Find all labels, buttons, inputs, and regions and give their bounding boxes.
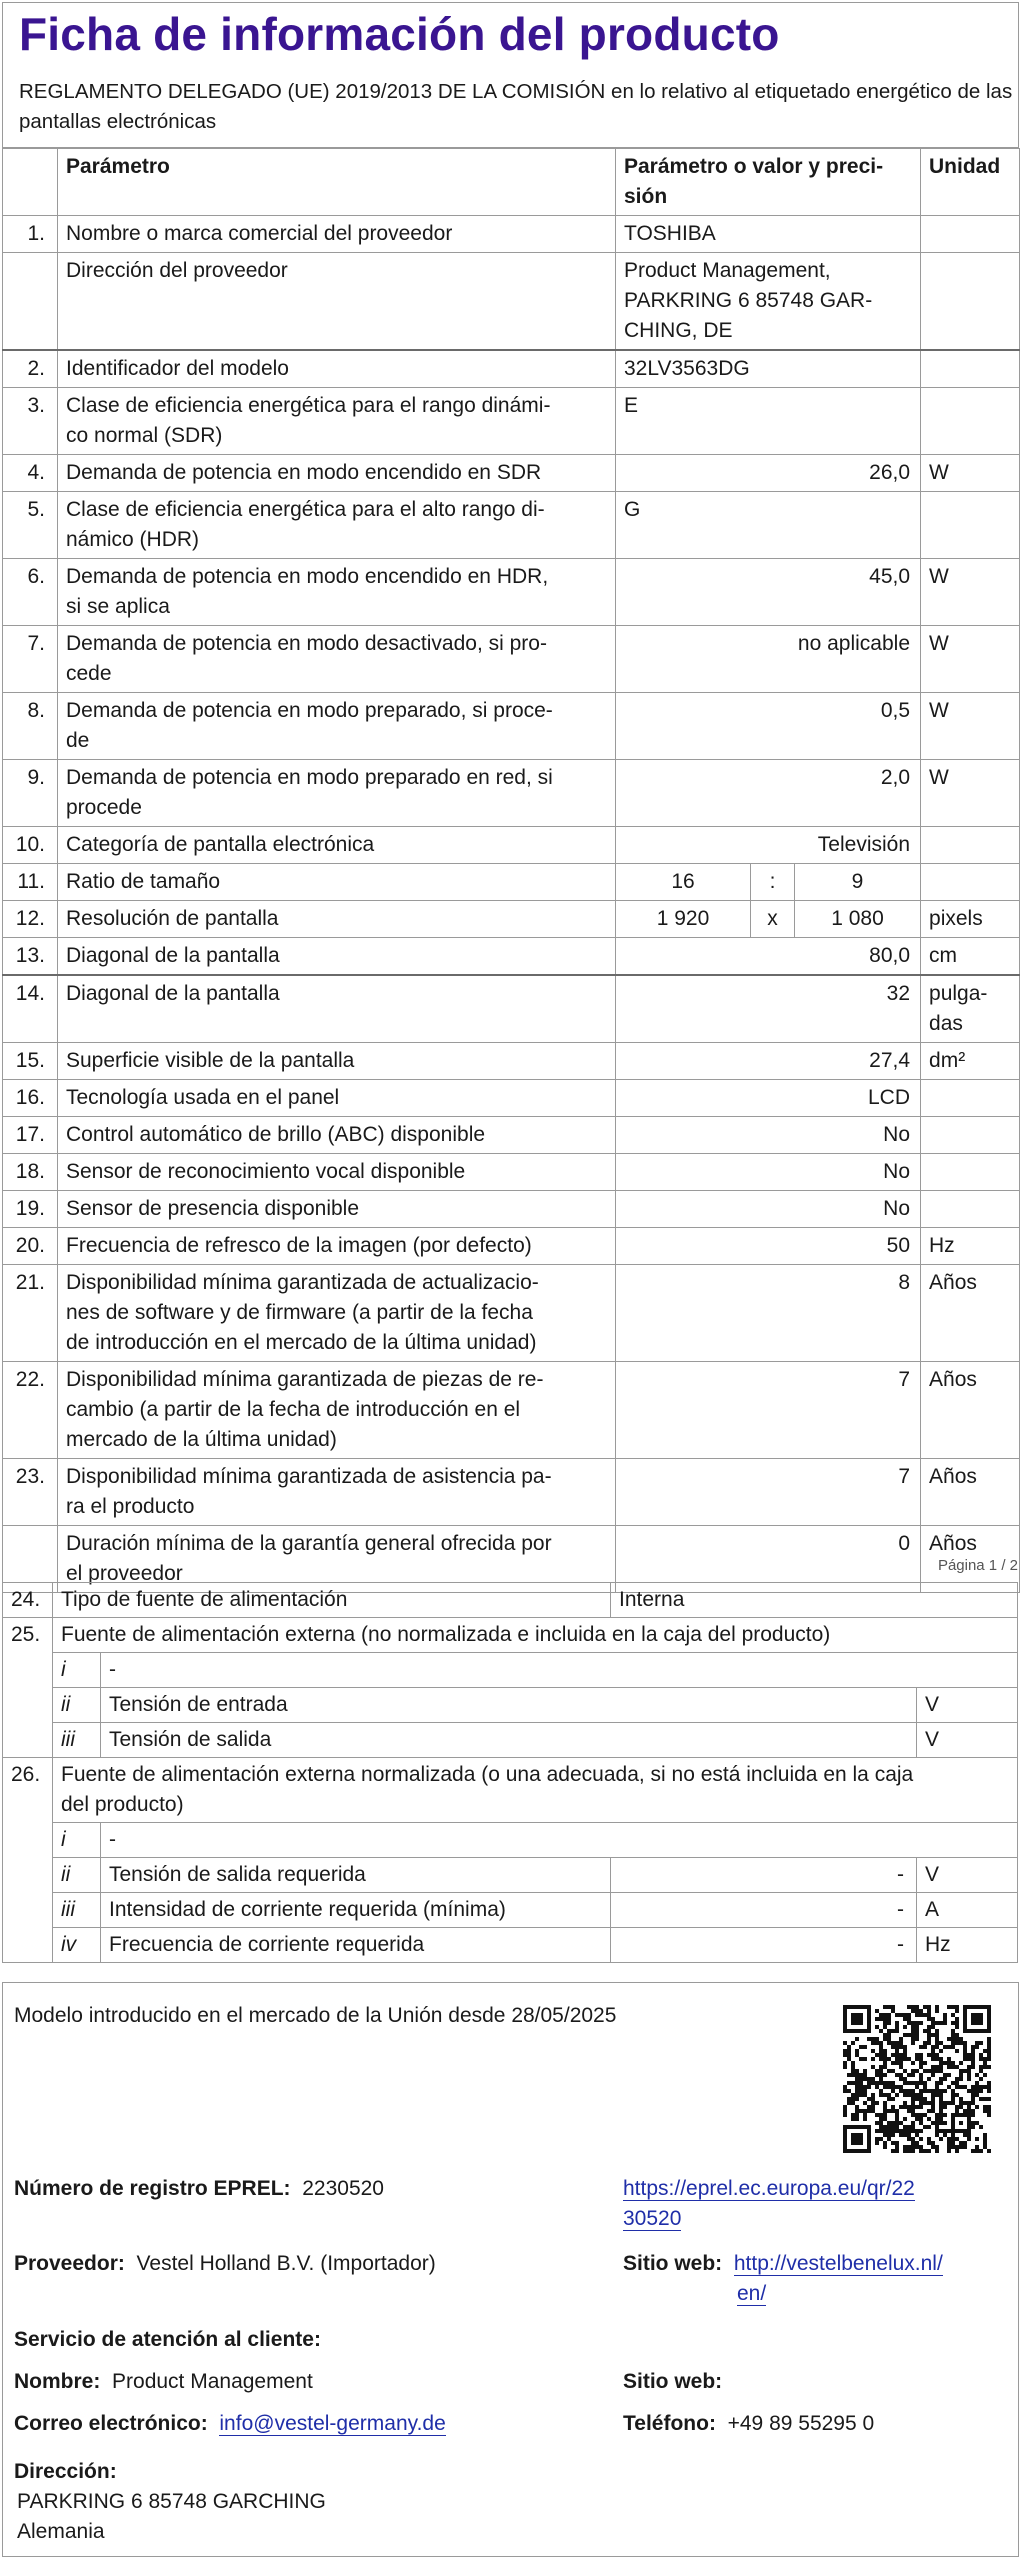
row-value: 27,4 (616, 1043, 921, 1080)
table-row (3, 693, 1020, 760)
table-row (3, 559, 1020, 626)
row-parameter: Demanda de potencia en modo desactivado, si pro- cede (58, 626, 616, 693)
row-index: 13. (3, 938, 58, 976)
table-row (3, 1154, 1020, 1191)
table-row (3, 1265, 1020, 1362)
row-parameter: Control automático de brillo (ABC) disponible (58, 1117, 616, 1154)
sub-parameter: Tensión de entrada (101, 1688, 917, 1723)
row-index: 4. (3, 455, 58, 492)
table-row (3, 1191, 1020, 1228)
supplier-info-box (2, 1982, 1019, 2557)
row-unit (921, 492, 1020, 559)
sub-parameter: Tensión de salida requerida (101, 1858, 611, 1893)
row-unit: Años (921, 1362, 1020, 1459)
service-name (14, 2367, 313, 2397)
address-line1: PARKRING 6 85748 GARCHING (17, 2490, 326, 2513)
header-box (2, 2, 1019, 148)
row-index: 7. (3, 626, 58, 693)
header-index (3, 149, 58, 216)
website-link-line1[interactable]: http://vestelbenelux.nl/ (733, 2252, 943, 2275)
row-index: 26. (3, 1758, 53, 1963)
table-row (3, 626, 1020, 693)
eprel-link-line1[interactable]: https://eprel.ec.europa.eu/qr/22 (623, 2177, 915, 2200)
row-value: 32LV3563DG (616, 350, 921, 388)
row-value: E (616, 388, 921, 455)
sub-parameter: Intensidad de corriente requerida (mínima) (101, 1893, 611, 1928)
row-value: 50 (616, 1228, 921, 1265)
row-value: No (616, 1154, 921, 1191)
row-parameter: Frecuencia de refresco de la imagen (por defecto) (58, 1228, 616, 1265)
row-parameter: Disponibilidad mínima garantizada de asistencia pa- ra el producto (58, 1459, 616, 1526)
row-index: 10. (3, 827, 58, 864)
sub-parameter: - (101, 1823, 1018, 1858)
row-unit (921, 1191, 1020, 1228)
table-row (3, 350, 1020, 388)
page-title: Ficha de información del producto (19, 8, 780, 60)
row-unit: W (921, 693, 1020, 760)
website-label: Sitio web: (623, 2252, 723, 2275)
phone-label: Teléfono: (623, 2412, 716, 2435)
table-row (3, 1653, 1018, 1688)
row-unit: pixels (921, 901, 1020, 938)
row-value: 7 (616, 1459, 921, 1526)
row-unit (921, 253, 1020, 351)
row-value: Televisión (616, 827, 921, 864)
row-parameter: Clase de eficiencia energética para el alto rango di- námico (HDR) (58, 492, 616, 559)
row-unit (921, 350, 1020, 388)
row-value: No (616, 1191, 921, 1228)
table-row (3, 388, 1020, 455)
row-value: 26,0 (616, 455, 921, 492)
parameter-table (2, 148, 1020, 1593)
power-supply-table (2, 1582, 1018, 1963)
table-row (3, 1117, 1020, 1154)
eprel-link[interactable] (623, 2174, 915, 2234)
sub-index: iii (53, 1723, 101, 1758)
sub-unit: V (917, 1688, 1018, 1723)
table-row (3, 938, 1020, 976)
eprel-link-line2[interactable]: 30520 (623, 2207, 682, 2230)
row-unit: Hz (921, 1228, 1020, 1265)
row-parameter: Sensor de presencia disponible (58, 1191, 616, 1228)
sub-unit: A (917, 1893, 1018, 1928)
row-value: Product Management, PARKRING 6 85748 GAR- CHING, DE (616, 253, 921, 351)
regulation-text: REGLAMENTO DELEGADO (UE) 2019/2013 DE LA COMISIÓN en lo relativo al etiquetado energético de las pantallas electrónicas (19, 80, 1013, 133)
row-parameter: Demanda de potencia en modo preparado en red, si procede (58, 760, 616, 827)
resolution-separator: x (751, 901, 795, 938)
row-index: 17. (3, 1117, 58, 1154)
row-parameter: Demanda de potencia en modo preparado, si proce- de (58, 693, 616, 760)
row-index (3, 253, 58, 351)
table-row (3, 1893, 1018, 1928)
row-parameter: Superficie visible de la pantalla (58, 1043, 616, 1080)
table-row (3, 1723, 1018, 1758)
eprel-number: 2230520 (302, 2177, 384, 2200)
address (17, 2487, 326, 2547)
row-parameter: Sensor de reconocimiento vocal disponible (58, 1154, 616, 1191)
sub-value: - (611, 1893, 917, 1928)
resolution-height: 1 080 (795, 901, 921, 938)
table-row (3, 455, 1020, 492)
service-phone (623, 2409, 874, 2439)
row-unit: Años (921, 1459, 1020, 1526)
row-parameter: Fuente de alimentación externa (no normalizada e incluida en la caja del producto) (53, 1618, 1018, 1653)
table-row (3, 492, 1020, 559)
row-parameter: Disponibilidad mínima garantizada de actualizacio- nes de software y de firmware (a partir de la fecha de introducción en el mercado de la última unidad) (58, 1265, 616, 1362)
service-website-label: Sitio web: (623, 2370, 723, 2393)
sub-parameter: Tensión de salida (101, 1723, 917, 1758)
row-value: Interna (611, 1583, 1018, 1618)
page-number: Página 1 / 2 (937, 1557, 1018, 1574)
sub-index: iv (53, 1928, 101, 1963)
row-unit (921, 1154, 1020, 1191)
row-parameter: Clase de eficiencia energética para el rango dinámi- co normal (SDR) (58, 388, 616, 455)
table-row (3, 1080, 1020, 1117)
row-value: LCD (616, 1080, 921, 1117)
sub-value: - (611, 1858, 917, 1893)
row-unit: cm (921, 938, 1020, 976)
table-row (3, 216, 1020, 253)
table-row (3, 827, 1020, 864)
row-index: 20. (3, 1228, 58, 1265)
row-index: 6. (3, 559, 58, 626)
row-parameter: Ratio de tamaño (58, 864, 616, 901)
row-unit (921, 827, 1020, 864)
row-unit: W (921, 455, 1020, 492)
row-parameter: Disponibilidad mínima garantizada de piezas de re- cambio (a partir de la fecha de introducción en el mercado de la última unidad) (58, 1362, 616, 1459)
row-index: 11. (3, 864, 58, 901)
row-unit (921, 216, 1020, 253)
sub-index: ii (53, 1858, 101, 1893)
resolution-width: 1 920 (616, 901, 751, 938)
table-row (3, 1618, 1018, 1653)
service-email (14, 2409, 446, 2439)
row-index: 18. (3, 1154, 58, 1191)
row-value: 0 (616, 1526, 921, 1593)
table-row (3, 1688, 1018, 1723)
table-row (3, 1858, 1018, 1893)
row-unit: W (921, 760, 1020, 827)
table-row (3, 1583, 1018, 1618)
sub-unit: V (917, 1858, 1018, 1893)
table-row (3, 1823, 1018, 1858)
header-unit: Unidad (921, 149, 1020, 216)
table-row (3, 1459, 1020, 1526)
ratio-separator: : (751, 864, 795, 901)
table-row (3, 253, 1020, 351)
row-value: no aplicable (616, 626, 921, 693)
email-label: Correo electrónico: (14, 2412, 208, 2435)
table-row (3, 1362, 1020, 1459)
row-parameter: Diagonal de la pantalla (58, 938, 616, 976)
customer-service-title: Servicio de atención al cliente: (14, 2328, 321, 2351)
table-row (3, 864, 1020, 901)
table-row (3, 901, 1020, 938)
supplier-label: Proveedor: (14, 2252, 125, 2275)
sub-index: ii (53, 1688, 101, 1723)
row-index: 1. (3, 216, 58, 253)
address-label: Dirección: (14, 2460, 117, 2483)
row-value: 8 (616, 1265, 921, 1362)
row-index: 21. (3, 1265, 58, 1362)
row-index: 9. (3, 760, 58, 827)
name-value: Product Management (112, 2370, 313, 2393)
qr-code-icon[interactable] (843, 2005, 991, 2153)
supplier-name: Vestel Holland B.V. (Importador) (136, 2252, 436, 2275)
row-value: 7 (616, 1362, 921, 1459)
table-row (3, 975, 1020, 1043)
table-row (3, 1043, 1020, 1080)
sub-value: - (611, 1928, 917, 1963)
row-unit: W (921, 626, 1020, 693)
name-label: Nombre: (14, 2370, 101, 2393)
row-unit: Años (921, 1265, 1020, 1362)
header-value: Parámetro o valor y preci- sión (616, 149, 921, 216)
row-index: 3. (3, 388, 58, 455)
row-parameter: Duración mínima de la garantía general ofrecida por el proveedor (58, 1526, 616, 1593)
row-index: 23. (3, 1459, 58, 1526)
row-parameter: Diagonal de la pantalla (58, 975, 616, 1043)
header-parameter: Parámetro (58, 149, 616, 216)
market-date-text: Modelo introducido en el mercado de la Unión desde 28/05/2025 (14, 2004, 617, 2027)
sub-unit: V (917, 1723, 1018, 1758)
row-value: 0,5 (616, 693, 921, 760)
website-link-line2[interactable]: en/ (737, 2282, 767, 2305)
row-value: 80,0 (616, 938, 921, 976)
row-unit: dm² (921, 1043, 1020, 1080)
sub-index: iii (53, 1893, 101, 1928)
row-parameter: Fuente de alimentación externa normalizada (o una adecuada, si no está incluida en la caja del producto) (53, 1758, 1018, 1823)
row-parameter: Resolución de pantalla (58, 901, 616, 938)
row-index: 5. (3, 492, 58, 559)
row-parameter: Dirección del proveedor (58, 253, 616, 351)
row-index: 25. (3, 1618, 53, 1758)
phone-value: +49 89 55295 0 (727, 2412, 875, 2435)
row-value: TOSHIBA (616, 216, 921, 253)
row-index: 19. (3, 1191, 58, 1228)
row-index: 16. (3, 1080, 58, 1117)
row-unit (921, 1080, 1020, 1117)
row-index: 2. (3, 350, 58, 388)
row-parameter: Tecnología usada en el panel (58, 1080, 616, 1117)
email-link[interactable]: info@vestel-germany.de (219, 2412, 446, 2435)
row-parameter: Identificador del modelo (58, 350, 616, 388)
row-parameter: Categoría de pantalla electrónica (58, 827, 616, 864)
supplier-website (623, 2249, 943, 2309)
ratio-width: 16 (616, 864, 751, 901)
eprel-label: Número de registro EPREL: (14, 2177, 291, 2200)
row-value: 45,0 (616, 559, 921, 626)
row-index: 22. (3, 1362, 58, 1459)
row-unit (921, 864, 1020, 901)
row-unit (921, 388, 1020, 455)
row-index: 24. (3, 1583, 53, 1618)
row-unit: Años (921, 1526, 1020, 1593)
ratio-height: 9 (795, 864, 921, 901)
sub-index: i (53, 1653, 101, 1688)
table-row (3, 1228, 1020, 1265)
eprel-registration (14, 2174, 384, 2204)
supplier (14, 2249, 436, 2279)
row-value: 2,0 (616, 760, 921, 827)
table-row (3, 1928, 1018, 1963)
sub-index: i (53, 1823, 101, 1858)
table-row (3, 760, 1020, 827)
table-row (3, 1758, 1018, 1823)
row-index: 12. (3, 901, 58, 938)
row-value: G (616, 492, 921, 559)
sub-parameter: Frecuencia de corriente requerida (101, 1928, 611, 1963)
row-unit (921, 1117, 1020, 1154)
row-value: No (616, 1117, 921, 1154)
address-line2: Alemania (17, 2520, 105, 2543)
table-header-row (3, 149, 1020, 216)
row-parameter: Demanda de potencia en modo encendido en HDR, si se aplica (58, 559, 616, 626)
sub-unit: Hz (917, 1928, 1018, 1963)
row-unit: W (921, 559, 1020, 626)
row-parameter: Nombre o marca comercial del proveedor (58, 216, 616, 253)
row-index: 15. (3, 1043, 58, 1080)
row-value: 32 (616, 975, 921, 1043)
row-parameter: Demanda de potencia en modo encendido en SDR (58, 455, 616, 492)
row-unit: pulga- das (921, 975, 1020, 1043)
row-parameter: Tipo de fuente de alimentación (53, 1583, 611, 1618)
row-index: 14. (3, 975, 58, 1043)
row-index: 8. (3, 693, 58, 760)
sub-parameter: - (101, 1653, 1018, 1688)
